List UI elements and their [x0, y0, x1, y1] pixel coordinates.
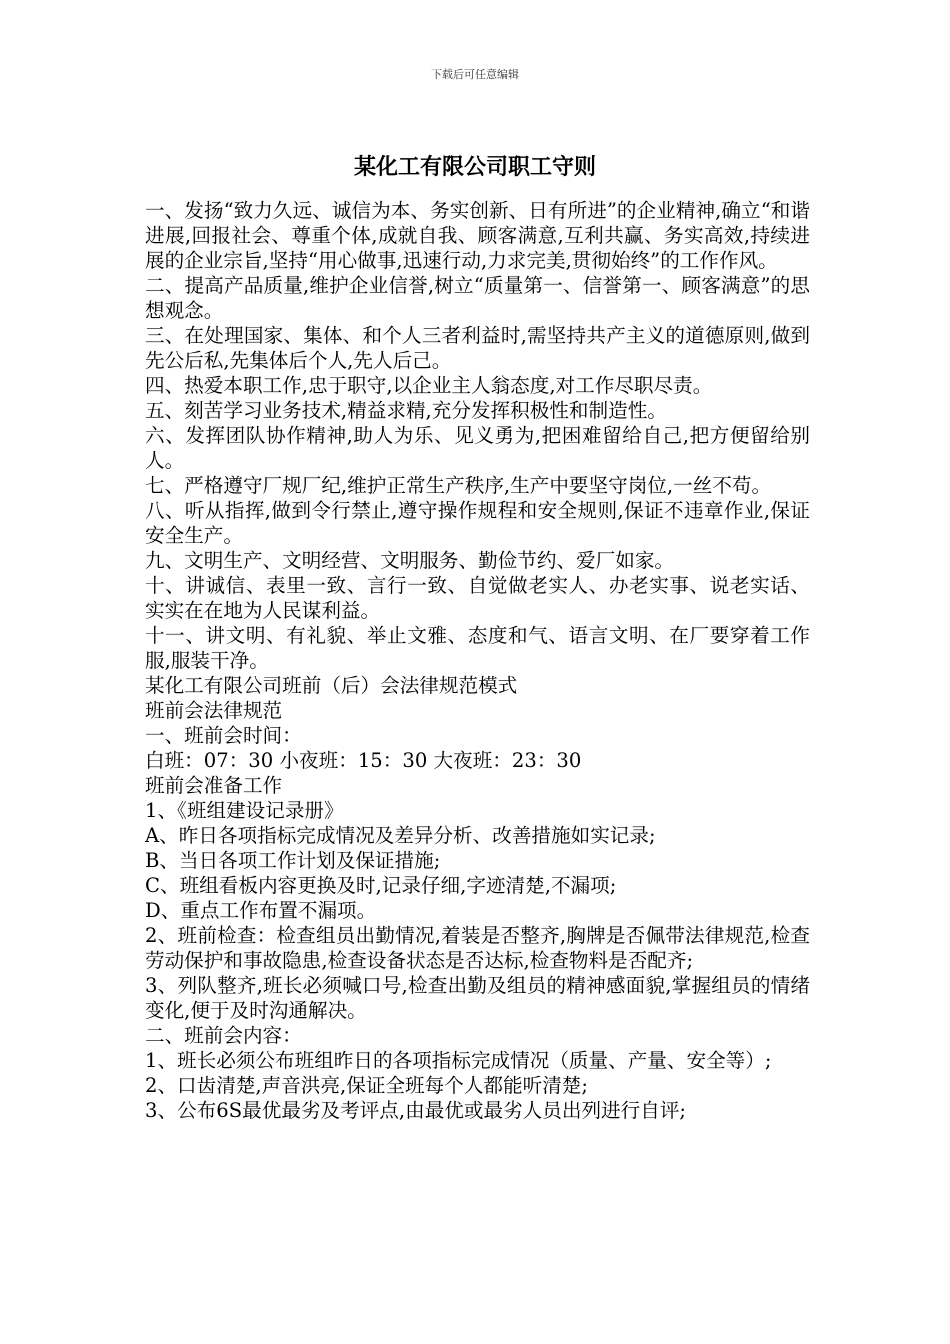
section-heading: 班前会准备工作 [145, 774, 283, 797]
header-note: 下载后可任意编辑 [431, 68, 519, 81]
paragraph: B、当日各项工作计划及保证措施; [145, 849, 441, 872]
paragraph: 七、严格遵守厂规厂纪,维护正常生产秩序,生产中要坚守岗位,一丝不苟。 [145, 474, 772, 497]
paragraph: 九、文明生产、文明经营、文明服务、勤俭节约、爱厂如家。 [145, 549, 675, 572]
paragraph: 五、刻苦学习业务技术,精益求精,充分发挥积极性和制造性。 [145, 399, 667, 422]
paragraph: 四、热爱本职工作,忠于职守,以企业主人翁态度,对工作尽职尽责。 [145, 374, 713, 397]
paragraph: 1、班长必须公布班组昨日的各项指标完成情况（质量、产量、安全等）; [145, 1049, 772, 1072]
paragraph: A、昨日各项指标完成情况及差异分析、改善措施如实记录; [145, 824, 656, 847]
paragraph: 二、班前会内容： [145, 1024, 302, 1047]
document-body [145, 198, 810, 1123]
paragraph: C、班组看板内容更换及时,记录仔细,字迹清楚,不漏项; [145, 874, 617, 897]
paragraph: 2、班前检查：检查组员出勤情况,着装是否整齐,胸牌是否佩带法律规范,检查劳动保护和事故隐患,检查设备状态是否达标,检查物料是否配齐; [145, 924, 810, 972]
paragraph: 三、在处理国家、集体、和个人三者利益时,需坚持共产主义的道德原则,做到先公后私,先集体后个人,先人后己。 [145, 324, 810, 372]
paragraph: 二、提高产品质量,维护企业信誉,树立“质量第一、信誉第一、顾客满意”的思想观念。 [145, 274, 810, 322]
paragraph: 2、口齿清楚,声音洪亮,保证全班每个人都能听清楚; [145, 1074, 588, 1097]
paragraph: 一、发扬“致力久远、诚信为本、务实创新、日有所进”的企业精神,确立“和谐进展,回报社会、尊重个体,成就自我、顾客满意,互利共赢、务实高效,持续进展的企业宗旨,坚持“用心做事,迅速行动,力求完美,贯彻始终”的工作作风。 [145, 199, 810, 272]
paragraph: 六、发挥团队协作精神,助人为乐、见义勇为,把困难留给自己,把方便留给别人。 [145, 424, 810, 472]
paragraph: 八、听从指挥,做到令行禁止,遵守操作规程和安全规则,保证不违章作业,保证安全生产。 [145, 499, 810, 547]
document-title: 某化工有限公司职工守则 [353, 155, 596, 180]
paragraph: 3、公布6S最优最劣及考评点,由最优或最劣人员出列进行自评; [145, 1099, 687, 1122]
paragraph: 1、《班组建设记录册》 [145, 799, 344, 822]
paragraph: 十、讲诚信、表里一致、言行一致、自觉做老实人、办老实事、说老实话、实实在在地为人民谋利益。 [145, 574, 810, 622]
paragraph: 十一、讲文明、有礼貌、举止文雅、态度和气、语言文明、在厂要穿着工作服,服装干净。 [145, 624, 810, 672]
paragraph: D、重点工作布置不漏项。 [145, 899, 377, 922]
paragraph: 3、列队整齐,班长必须喊口号,检查出勤及组员的精神感面貌,掌握组员的情绪变化,便于及时沟通解决。 [145, 974, 810, 1022]
paragraph: 白班：07：30 小夜班：15：30 大夜班：23：30 [145, 749, 582, 772]
paragraph: 一、班前会时间： [145, 724, 302, 747]
section-heading: 班前会法律规范 [145, 699, 283, 722]
section-heading: 某化工有限公司班前（后）会法律规范模式 [145, 674, 518, 697]
